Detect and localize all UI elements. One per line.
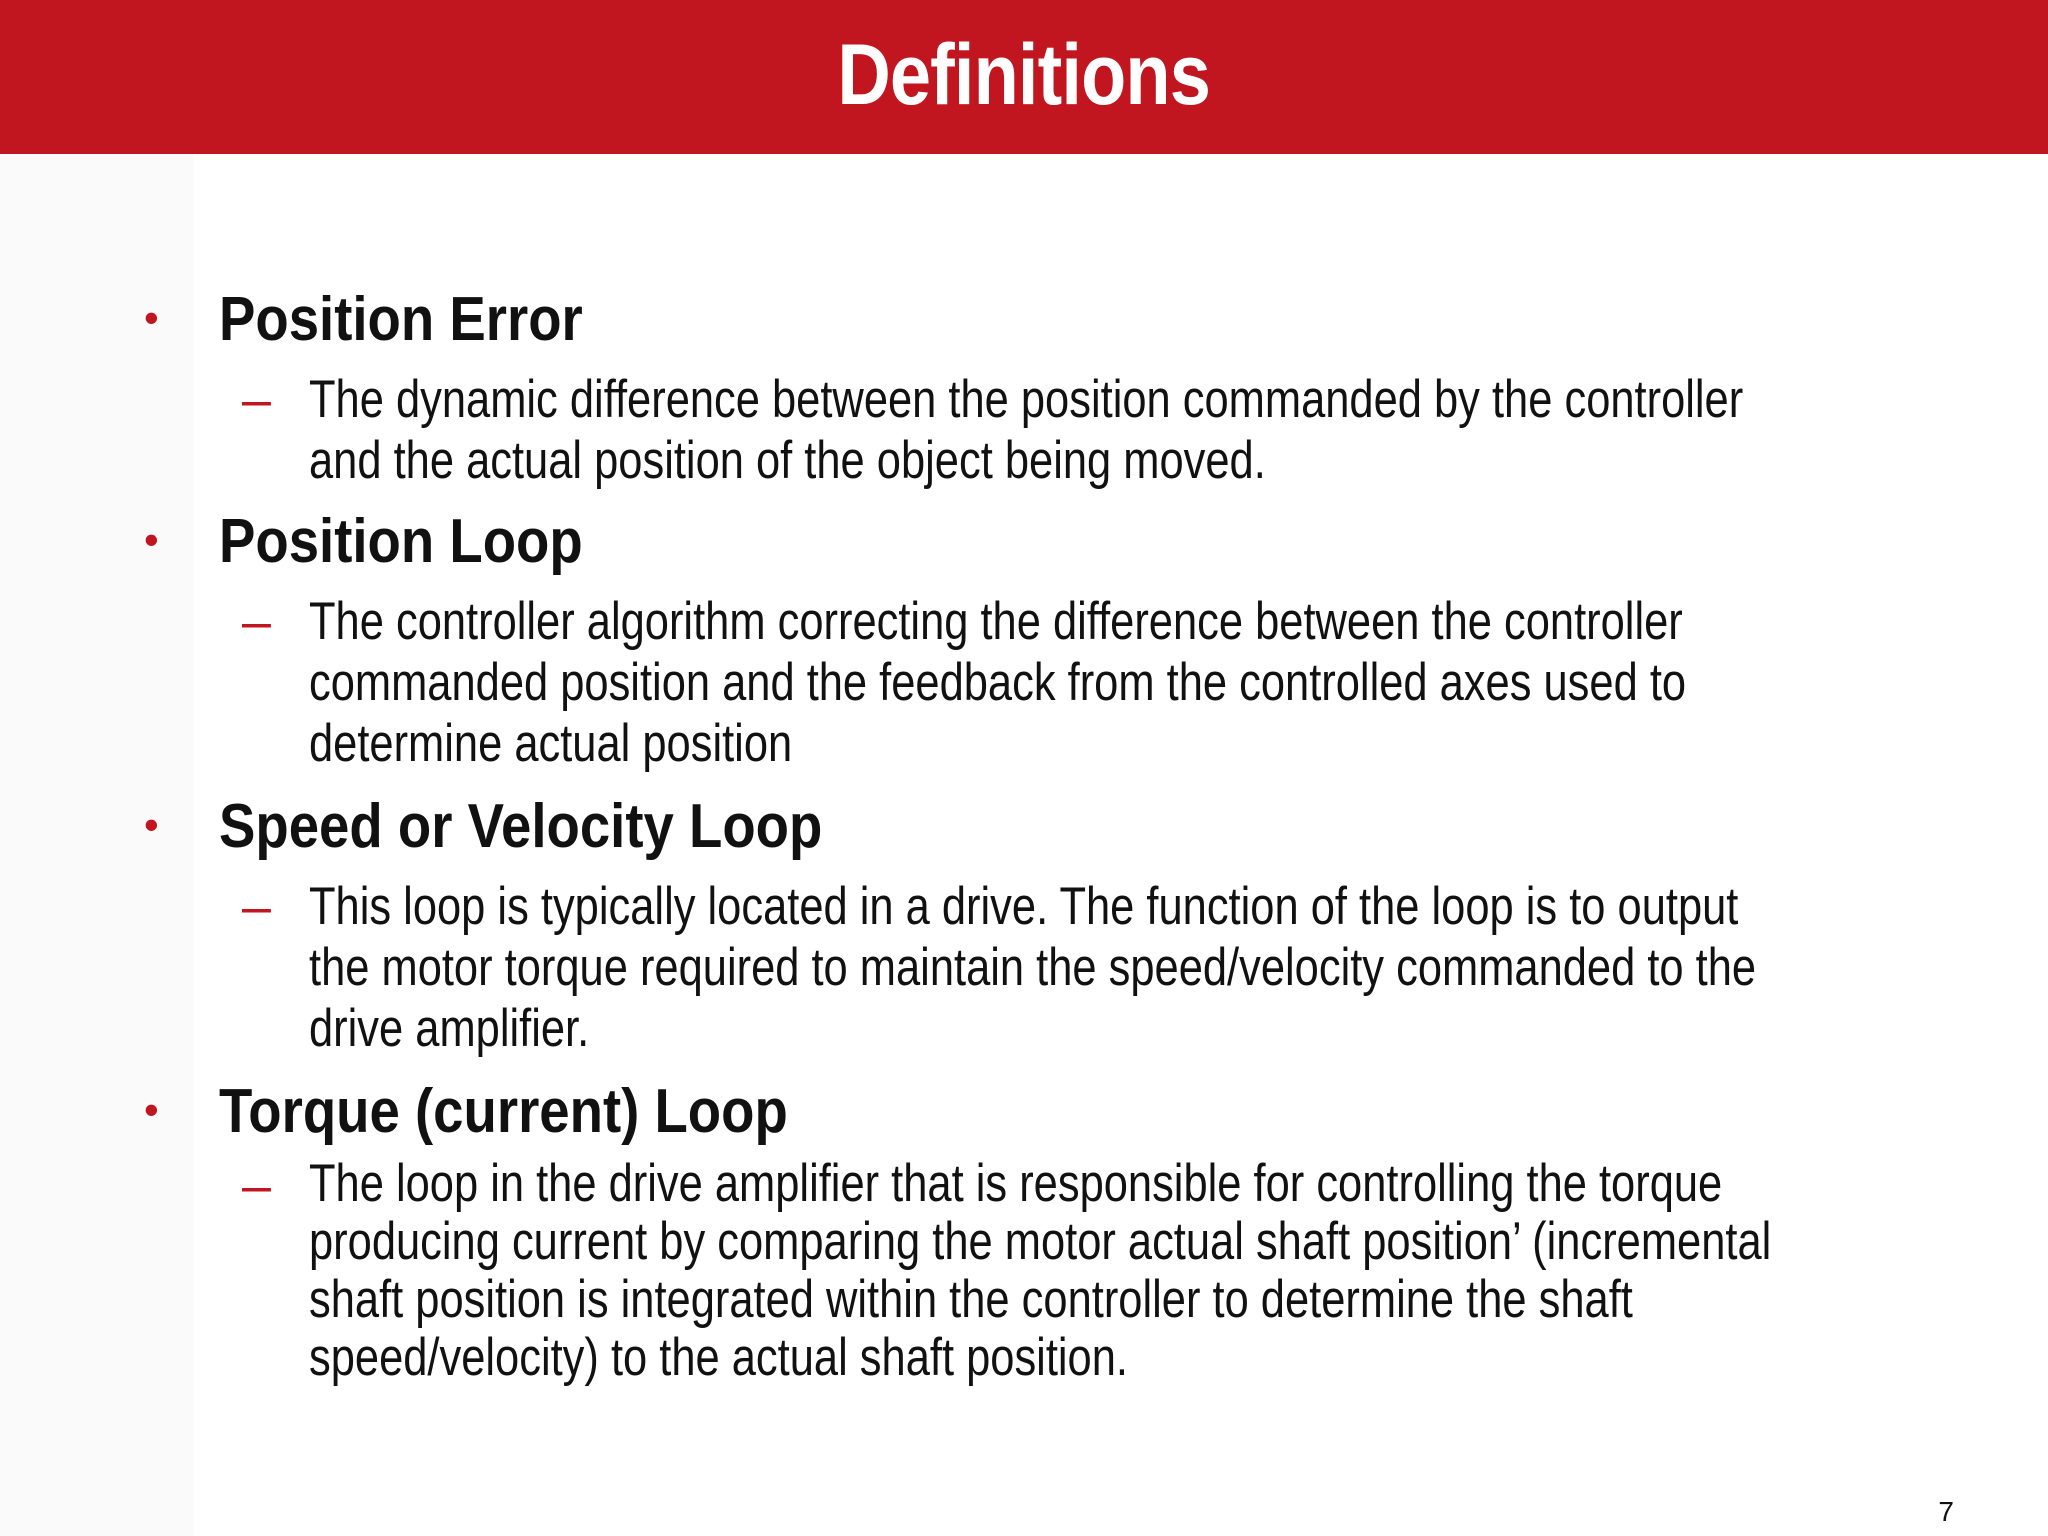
definition-line: The loop in the drive amplifier that is responsible for controlling the torque xyxy=(309,1154,1723,1213)
dash-icon: – xyxy=(242,1157,271,1215)
slide-title: Definitions xyxy=(837,26,1211,123)
term-speed-velocity-loop: Speed or Velocity Loop xyxy=(219,792,823,861)
definition-line: The dynamic difference between the position commanded by the controller xyxy=(309,370,1744,429)
definition-position-error xyxy=(309,369,1867,491)
term-torque-current-loop: Torque (current) Loop xyxy=(219,1077,788,1146)
dash-icon: – xyxy=(242,878,271,936)
definition-line: commanded position and the feedback from the controlled axes used to xyxy=(309,653,1687,712)
definition-line: speed/velocity) to the actual shaft position. xyxy=(309,1328,1128,1387)
definition-line: the motor torque required to maintain the speed/velocity commanded to the xyxy=(309,938,1757,997)
definition-line: determine actual position xyxy=(309,714,793,773)
definition-line: shaft position is integrated within the controller to determine the shaft xyxy=(309,1270,1633,1329)
definition-line: and the actual position of the object being moved. xyxy=(309,431,1266,490)
term-position-loop: Position Loop xyxy=(219,507,583,576)
term-position-error: Position Error xyxy=(219,285,583,354)
bullet-icon: • xyxy=(144,294,159,341)
definition-line: The controller algorithm correcting the difference between the controller xyxy=(309,592,1683,651)
definition-speed-velocity-loop xyxy=(309,876,1867,1059)
dash-icon: – xyxy=(242,593,271,651)
definition-torque-current-loop xyxy=(309,1155,1867,1387)
page-number: 7 xyxy=(1938,1496,1954,1527)
bullet-icon: • xyxy=(144,801,159,848)
dash-icon: – xyxy=(242,371,271,429)
bullet-icon: • xyxy=(144,1086,159,1133)
definition-line: drive amplifier. xyxy=(309,999,590,1058)
definition-position-loop xyxy=(309,591,1867,774)
definition-line: This loop is typically located in a drive. The function of the loop is to output xyxy=(309,877,1739,936)
bullet-icon: • xyxy=(144,516,159,563)
definition-line: producing current by comparing the motor actual shaft position’ (incremental xyxy=(309,1212,1772,1271)
